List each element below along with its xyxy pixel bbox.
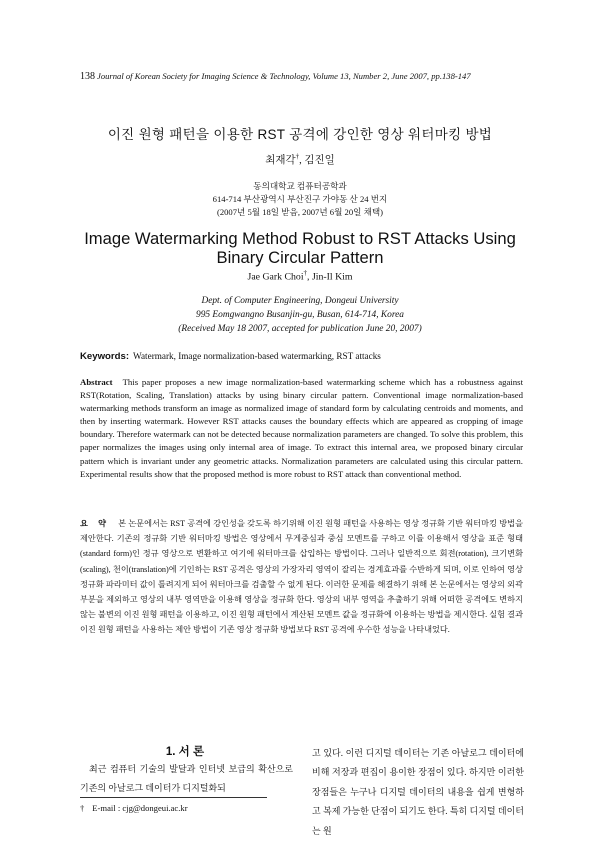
english-author-1: Jae Gark Choi (247, 271, 304, 283)
abstract-text: This paper proposes a new image normalization-based watermarking scheme which has a robustness against RST(Rotation, Scaling, Translation) attacks by using binary circular pattern. Conventional image normalization-based watermarking methods transform an image as normalized image of standard form by calculating centroids and moments, and then by inserting watermark. However RST attacks causes the boundary effects which are appeared as cropping of image boundary. Therefore watermark can not be detected because normalization parameters are changed. To solve this problem, this paper normalizes the images using only internal area of image. To extract this internal area, we proposed binary circular pattern which is invariant under any geometric attacks. Normalization parameters are calculated using this circular pattern. Experimental results show that the proposed method is more robust to RST attack than conventional method. (80, 377, 523, 479)
english-address-line: 995 Eomgwangno Busanjin-gu, Busan, 614-714, Korea (196, 310, 404, 320)
korean-dates-line: (2007년 5월 18일 받음, 2007년 6월 20일 채택) (216, 207, 384, 217)
corresponding-mark: † (295, 152, 300, 161)
section-heading-introduction: 1. 서 론 (165, 746, 205, 758)
korean-abstract (80, 516, 523, 638)
abstract-label: Abstract (80, 377, 113, 387)
page-number: 138 (80, 71, 95, 82)
korean-address-line: 614-714 부산광역시 부산진구 가야동 산 24 번지 (212, 194, 388, 204)
author-separator: , (299, 155, 305, 166)
keywords (80, 351, 540, 362)
english-abstract (80, 376, 523, 481)
footnote-mark: † (80, 803, 85, 813)
english-author-2: Jin-Il Kim (311, 271, 353, 283)
korean-affiliation-line: 동의대학교 컴퓨터공학과 (253, 181, 347, 191)
english-title-line-1: Image Watermarking Method Robust to RST Attacks Using (84, 229, 516, 248)
korean-abstract-text: 본 논문에서는 RST 공격에 강인성을 갖도록 하기위해 이진 원형 패턴을 사용하는 영상 정규화 기반 워터마킹 방법을 제안한다. 기존의 정규화 기반 워터마킹 방법은 영상에서 무게중심과 중심 모멘트를 구하고 이를 이용해서 영상을 표준 형태(standard form)인 정규 영상으로 변환하고 여기에 워터마크를 삽입하는 방법이다. 그러나 일반적으로 회전(rotation), 크기변화(scaling), 천이(translation)에 기인하는 RST 공격은 영상의 가장자리 영역이 잘리는 경계효과를 수반하게 되며, 이로 인하여 영상 정규화 파라미터 값이 틀려지게 되어 워터마크를 검출할 수 없게 된다. 이러한 문제를 해결하기 위해 본 논문에서는 영상의 외곽 부분을 제외하고 영상의 내부 영역만을 이용해 영상을 정규화 한다. 영상의 내부 영역을 추출하기 위해 어떠한 공격에도 변하지 않는 불변의 이진 원형 패턴을 이용하고, 이진 원형 패턴에서 계산된 모멘트 값을 정규화에 이용하는 방법을 제시한다. 실험 결과 이진 원형 패턴을 사용하는 제안 방법이 기존 영상 정규화 방법보다 RST 공격에 우수한 성능을 나타내었다. (80, 519, 523, 635)
korean-authors (0, 152, 600, 167)
korean-abstract-label: 요 약 (80, 519, 111, 528)
english-affiliation-line: Dept. of Computer Engineering, Dongeui University (201, 296, 399, 306)
english-authors (0, 269, 600, 282)
journal-citation: Journal of Korean Society for Imaging Science & Technology, Volume 13, Number 2, June 2007, pp.138-147 (97, 71, 471, 81)
footnote-email: E-mail : cjg@dongeui.ac.kr (92, 803, 188, 813)
corresponding-mark: † (303, 269, 308, 277)
korean-title: 이진 원형 패턴을 이용한 RST 공격에 강인한 영상 워터마킹 방법 (107, 127, 493, 142)
keywords-text: Watermark, Image normalization-based watermarking, RST attacks (133, 351, 381, 361)
footnote-divider (80, 797, 267, 798)
body-left-column: 최근 컴퓨터 기술의 발달과 인터넷 보급의 확산으로 기존의 아날로그 데이터가 디지털화되 (80, 764, 293, 793)
footnote (80, 803, 188, 813)
body-right-column: 고 있다. 이런 디지털 데이터는 기존 아날로그 데이터에 비해 저장과 편집이 용이한 장점이 있다. 하지만 이러한 장점들은 누구나 디지털 데이터의 내용을 쉽게 변형하고 복제 가능한 단점이 되기도 한다. 특히 디지털 데이터는 원 (312, 748, 524, 836)
korean-author-2: 김진일 (304, 155, 335, 166)
korean-author-1: 최재각 (265, 155, 296, 166)
author-separator: , (307, 271, 312, 283)
running-head (80, 71, 540, 82)
english-title-line-2: Binary Circular Pattern (216, 248, 384, 267)
keywords-label: Keywords: (80, 351, 130, 362)
english-dates-line: (Received May 18 2007, accepted for publication June 20, 2007) (178, 324, 422, 334)
